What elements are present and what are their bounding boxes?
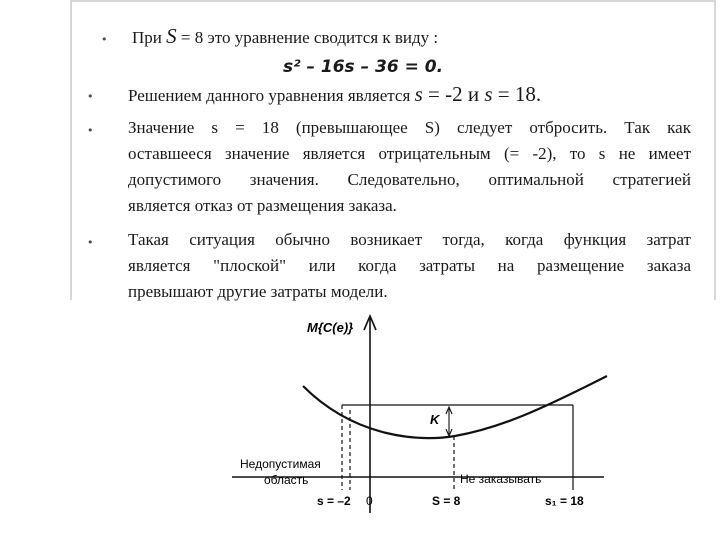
equation: s² – 16s – 36 = 0. bbox=[283, 57, 444, 77]
bullet-2: • bbox=[87, 90, 94, 103]
tick-S8: S = 8 bbox=[432, 494, 461, 508]
p2-s2: s bbox=[484, 82, 493, 106]
p4-line-2: является "плоской" или когда затраты на размещение заказа bbox=[128, 256, 691, 275]
invalid-label-line1: Недопустимая bbox=[240, 457, 321, 471]
p4-line-3: превышают другие затраты модели. bbox=[128, 282, 388, 301]
p2-mid1: = -2 и bbox=[422, 82, 485, 106]
p2-text: Решением данного уравнения является bbox=[128, 86, 415, 105]
y-axis-label: M{C(e)} bbox=[307, 320, 354, 335]
bullet-3: • bbox=[87, 124, 94, 137]
p3-line-2: оставшееся значение является отрицательным (= -2), то s не имеет bbox=[128, 144, 691, 163]
cost-curve bbox=[303, 376, 607, 438]
bullet-1: • bbox=[101, 33, 108, 46]
p3-line-4: является отказ от размещения заказа. bbox=[128, 196, 397, 215]
no-order-label: Не заказывать bbox=[460, 472, 542, 486]
tick-zero: 0 bbox=[366, 494, 373, 508]
p2-s1: s bbox=[414, 82, 423, 106]
p4-line-1: Такая ситуация обычно возникает тогда, когда функция затрат bbox=[128, 230, 691, 249]
p1-var-s: S bbox=[166, 24, 177, 48]
invalid-label-line2: область bbox=[264, 473, 309, 487]
tick-s-minus2: s = –2 bbox=[317, 494, 351, 508]
p1-prefix: При bbox=[132, 28, 167, 47]
tick-s18: s₁ = 18 bbox=[545, 494, 584, 508]
p3-line-3: допустимого значения. Следовательно, оптимальной стратегией bbox=[128, 170, 691, 189]
p1-suffix: = 8 это уравнение сводится к виду : bbox=[176, 28, 439, 47]
p2-mid2: = 18. bbox=[492, 82, 542, 106]
bullet-4: • bbox=[87, 236, 94, 249]
k-label: K bbox=[430, 412, 440, 427]
p3-line-1: Значение s = 18 (превышающее S) следует отбросить. Так как bbox=[128, 118, 691, 137]
